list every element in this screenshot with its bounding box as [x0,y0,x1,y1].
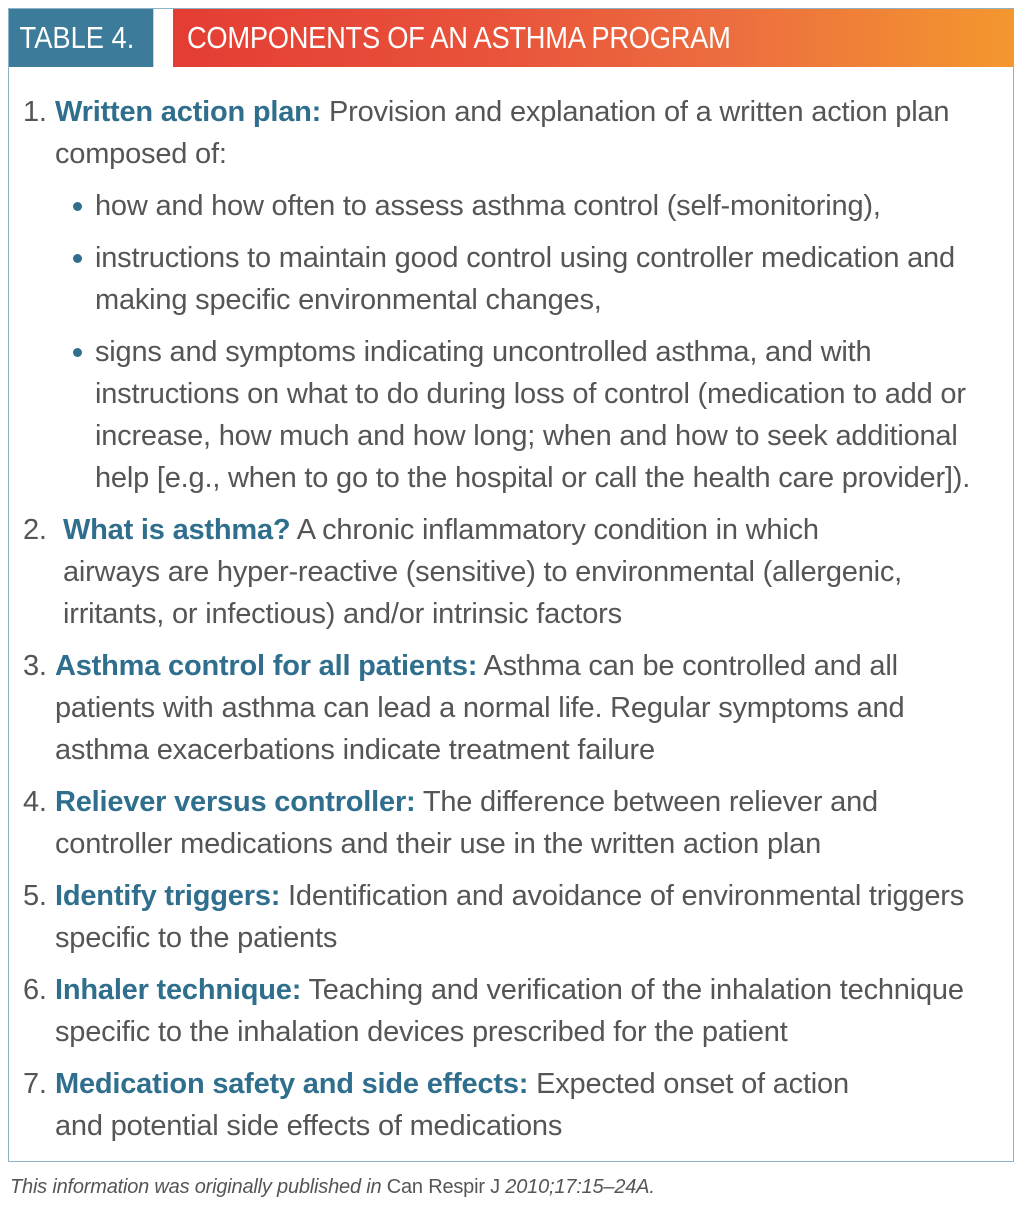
caption-prefix: This information was originally published in [10,1176,387,1198]
list-item-2 [9,509,1013,635]
item-text: Identification and avoidance of environmental triggers specific to the patients [55,880,965,954]
bullet-text: how and how often to assess asthma control (self-monitoring), [95,190,881,222]
list-item-1 [9,91,1013,499]
caption-citation: 2010;17:15–24A. [499,1176,655,1198]
item-text: A chronic inflammatory condition in which airways are hyper-reactive (sensitive) to environmental (allergenic, irritants, or infectious) and/or intrinsic factors [63,514,903,630]
bullet-text: signs and symptoms indicating uncontrolled asthma, and with instructions on what to do during loss of control (medication to add or increase, how much and how long; when and how to seek additional help [e.g., when to go to the hospital or call the health care provider]). [95,336,971,494]
table-title-text: COMPONENTS OF AN ASTHMA PROGRAM [187,20,731,55]
list-item-3 [9,645,1013,771]
item-number: 4. [23,786,47,818]
item-label: Reliever versus controller: [55,786,416,818]
item-number: 5. [23,880,47,912]
item-label: Inhaler technique: [55,974,302,1006]
bullet-icon [73,348,82,357]
item-label: Identify triggers: [55,880,281,912]
item-label: Written action plan: [55,96,322,128]
item-label: Asthma control for all patients: [55,650,478,682]
caption-journal: Can Respir J [386,1176,500,1198]
item-text: The difference between reliever and controller medications and their use in the written action plan [55,786,878,860]
item-number: 2. [23,514,47,546]
source-caption [10,1176,655,1199]
table-title [173,9,1013,67]
bullet-icon [73,254,82,263]
item-label: What is asthma? [63,514,291,546]
item-text: Provision and explanation of a written action plan composed of: [55,96,950,170]
list-item-5 [9,875,1013,959]
bullet-text: instructions to maintain good control using controller medication and making specific environmental changes, [95,242,955,316]
list-item-4 [9,781,1013,865]
table-number: TABLE 4. [9,9,153,67]
table-content [9,91,1013,1147]
item-text: Expected onset of action and potential side effects of medications [55,1068,849,1142]
bullet-icon [73,202,82,211]
item-label: Medication safety and side effects: [55,1068,529,1100]
list-item-7 [9,1063,1013,1147]
table-header [9,9,1013,67]
list-item-6 [9,969,1013,1053]
bullet-item [95,185,973,227]
item-number: 7. [23,1068,47,1100]
bullet-item [95,237,973,321]
item-number: 3. [23,650,47,682]
item-text: Teaching and verification of the inhalation technique specific to the inhalation devices prescribed for the patient [55,974,964,1048]
bullet-list [9,185,1013,499]
table-box [8,8,1014,1162]
item-number: 1. [23,96,47,128]
bullet-item [95,331,973,499]
item-number: 6. [23,974,47,1006]
item-text: Asthma can be controlled and all patients with asthma can lead a normal life. Regular symptoms and asthma exacerbations indicate treatment failure [55,650,905,766]
